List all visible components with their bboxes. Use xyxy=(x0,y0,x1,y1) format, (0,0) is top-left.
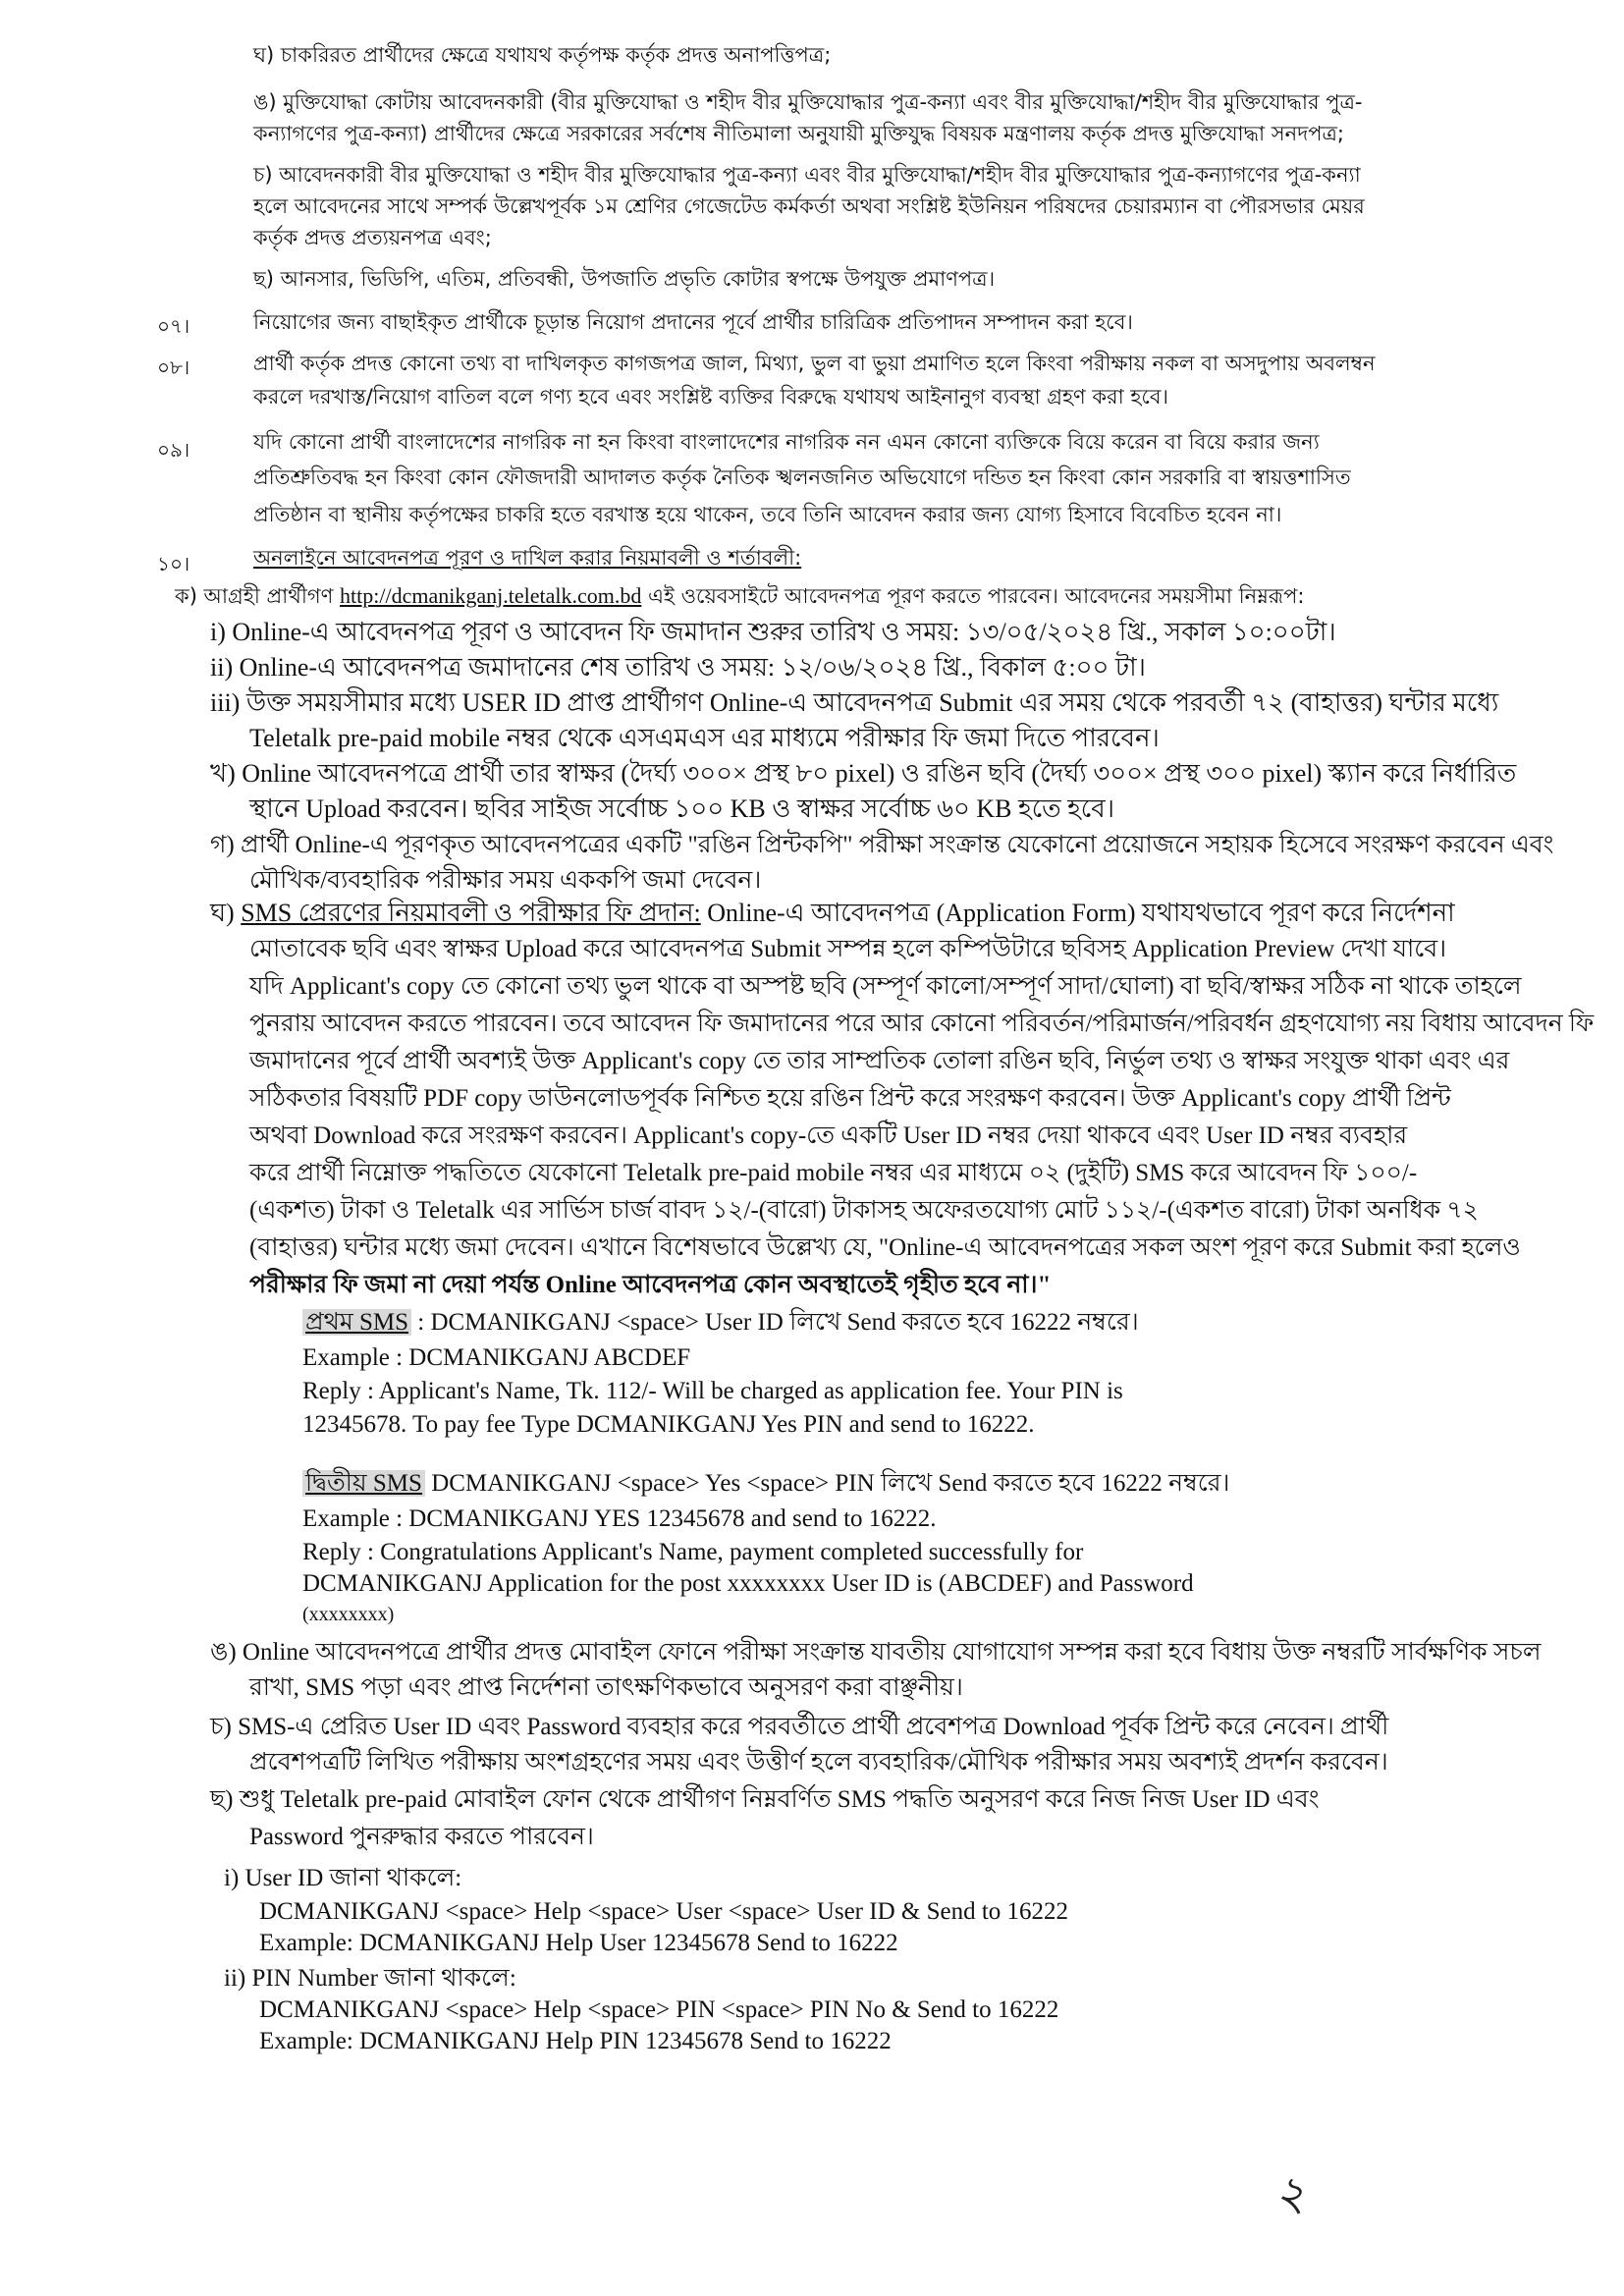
recovery-pin-example: Example: DCMANIKGANJ Help PIN 12345678 Send to 16222 xyxy=(259,2028,892,2054)
sms2-example: Example : DCMANIKGANJ YES 12345678 and send to 16222. xyxy=(302,1505,937,1532)
item-kha-l2: স্থানে Upload করবেন। ছবির সাইজ সর্বোচ্চ ১০০ KB ও স্বাক্ষর সর্বোচ্চ ৬০ KB হতে হবে। xyxy=(249,794,1115,823)
item-gha-l9: (একশত) টাকা ও Teletalk এর সার্ভিস চার্জ বাবদ ১২/-(বারো) টাকাসহ অফেরতযোগ্য মোট ১১২/-(একশত বারো) টাকা অনধিক ৭২ xyxy=(249,1197,1479,1224)
recovery-userid-format: DCMANIKGANJ <space> Help <space> User <space> User ID & Send to 16222 xyxy=(259,1898,1069,1925)
item-gha-l8: করে প্রার্থী নিম্নোক্ত পদ্ধতিতে যেকোনো Teletalk pre-paid mobile নম্বর এর মাধ্যমে ০২ (দুইটি) SMS করে আবেদন ফি ১০০/- xyxy=(249,1160,1418,1186)
sms1-example: Example : DCMANIKGANJ ABCDEF xyxy=(302,1344,691,1371)
sms1-label: প্রথম SMS xyxy=(302,1309,411,1336)
item-gha-l4: পুনরায় আবেদন করতে পারবেন। তবে আবেদন ফি জমাদানের পরে আর কোনো পরিবর্তন/পরিমার্জন/পরিবর্ধন গ্রহণযোগ্য নয় বিধায় আবেদন ফি xyxy=(249,1011,1595,1037)
item-uma-ff-quota-l1: ঙ) মুক্তিযোদ্ধা কোটায় আবেদনকারী (বীর মুক্তিযোদ্ধা ও শহীদ বীর মুক্তিযোদ্ধার পুত্র-কন্যা এবং বীর মুক্তিযোদ্ধা/শহীদ বীর মুক্তিযোদ্ধার পুত্র- xyxy=(253,90,1363,114)
item-kha-l1: খ) Online আবেদনপত্রে প্রার্থী তার স্বাক্ষর (দৈর্ঘ্য ৩০০× প্রস্থ ৮০ pixel) ও রঙিন ছবি (দৈর্ঘ্য ৩০০× প্রস্থ ৩০০ pixel) স্ক্যান করে নির্ধারিত xyxy=(210,759,1517,788)
sms2-label: দ্বিতীয় SMS xyxy=(302,1470,425,1497)
item-gha-l3: যদি Applicant's copy তে কোনো তথ্য ভুল থাকে বা অস্পষ্ট ছবি (সম্পূর্ণ কালো/সম্পূর্ণ সাদা/ঘোলা) বা ছবি/স্বাক্ষর সঠিক না থাকে তাহলে xyxy=(249,973,1522,1000)
item-uma-l2: রাখা, SMS পড়া এবং প্রাপ্ত নির্দেশনা তাৎক্ষণিকভাবে অনুসরণ করা বাঞ্ছনীয়। xyxy=(249,1674,963,1701)
item-gha-noc: ঘ) চাকরিরত প্রার্থীদের ক্ষেত্রে যথাযথ কর্তৃপক্ষ কর্তৃক প্রদত্ত অনাপত্তিপত্র; xyxy=(253,43,832,67)
recovery-userid-example: Example: DCMANIKGANJ Help User 12345678 Send to 16222 xyxy=(259,1930,898,1956)
item-ka-prefix: ক) আগ্রহী প্রার্থীগণ xyxy=(175,584,334,608)
section-10-heading: অনলাইনে আবেদনপত্র পূরণ ও দাখিল করার নিয়মাবলী ও শর্তাবলী: xyxy=(253,546,802,570)
item-ka-rest: এই ওয়েবসাইটে আবেদনপত্র পূরণ করতে পারবেন। আবেদনের সময়সীমা নিম্নরূপ: xyxy=(648,584,1305,608)
recovery-pin-format: DCMANIKGANJ <space> Help <space> PIN <space> PIN No & Send to 16222 xyxy=(259,1996,1059,2023)
item-cha-cert-l1: চ) আবেদনকারী বীর মুক্তিযোদ্ধা ও শহীদ বীর মুক্তিযোদ্ধার পুত্র-কন্যা এবং বীর মুক্তিযোদ্ধা/শহীদ বীর মুক্তিযোদ্ধার পুত্র-কন্যাগণের পুত্র-কন্যা xyxy=(253,163,1361,187)
item-chha-l1: ছ) শুধু Teletalk pre-paid মোবাইল ফোন থেকে প্রার্থীগণ নিম্নবর্ণিত SMS পদ্ধতি অনুসরণ করে নিজ নিজ User ID এবং xyxy=(210,1786,1320,1813)
item-gha-text-1: Online-এ আবেদনপত্র (Application Form) যথাযথভাবে পূরণ করে নির্দেশনা xyxy=(700,899,1455,927)
website-link[interactable]: http://dcmanikganj.teletalk.com.bd xyxy=(340,583,642,608)
recovery-userid-heading: i) User ID জানা থাকলে: xyxy=(224,1865,462,1891)
section-08-line-1: প্রার্থী কর্তৃক প্রদত্ত কোনো তথ্য বা দাখিলকৃত কাগজপত্র জাল, মিথ্যা, ভুল বা ভুয়া প্রমাণিত হলে কিংবা পরীক্ষায় নকল বা অসদুপায় অবলম্বন xyxy=(253,352,1376,375)
item-ka xyxy=(175,583,1304,609)
item-gha-l6: সঠিকতার বিষয়টি PDF copy ডাউনলোডপূর্বক নিশ্চিত হয়ে রঙিন প্রিন্ট করে সংরক্ষণ করবেন। উক্ত Applicant's copy প্রার্থী প্রিন্ট xyxy=(249,1085,1451,1112)
page-number-mark: ২ xyxy=(1274,2166,1306,2221)
sms2-instruction xyxy=(302,1469,1229,1499)
item-cha-l2: প্রবেশপত্রটি লিখিত পরীক্ষায় অংশগ্রহণের সময় এবং উত্তীর্ণ হলে ব্যবহারিক/মৌখিক পরীক্ষার সময় অবশ্যই প্রদর্শন করবেন। xyxy=(249,1749,1388,1776)
section-09-line-1: যদি কোনো প্রার্থী বাংলাদেশের নাগরিক না হন কিংবা বাংলাদেশের নাগরিক নন এমন কোনো ব্যক্তিকে বিয়ে করেন বা বিয়ে করার জন্য xyxy=(253,430,1320,454)
section-number-07: ০৭। xyxy=(157,314,190,338)
section-09-line-2: প্রতিশ্রুতিবদ্ধ হন কিংবা কোন ফৌজদারী আদালত কর্তৃক নৈতিক স্খলনজনিত অভিযোগে দন্ডিত হন কিংবা কোন সরকারি বা স্বায়ত্তশাসিত xyxy=(253,465,1351,489)
item-chha-l2: Password পুনরুদ্ধার করতে পারবেন। xyxy=(249,1824,594,1850)
timeline-fee-l2: Teletalk pre-paid mobile নম্বর থেকে এসএমএস এর মাধ্যমে পরীক্ষার ফি জমা দিতে পারবেন। xyxy=(249,724,1160,752)
timeline-start: i) Online-এ আবেদনপত্র পূরণ ও আবেদন ফি জমাদান শুরুর তারিখ ও সময়: ১৩/০৫/২০২৪ খ্রি., সকাল ১০:০০টা। xyxy=(210,618,1336,646)
item-ga-l2: মৌখিক/ব্যবহারিক পরীক্ষার সময় এককপি জমা দেবেন। xyxy=(249,867,762,894)
recovery-pin-heading: ii) PIN Number জানা থাকলে: xyxy=(224,1965,516,1992)
sms2-reply-l2: DCMANIKGANJ Application for the post xxxxxxxx User ID is (ABCDEF) and Password xyxy=(302,1570,1194,1597)
item-gha-l2: মোতাবেক ছবি এবং স্বাক্ষর Upload করে আবেদনপত্র Submit সম্পন্ন হলে কম্পিউটারে ছবিসহ Application Preview দেখা যাবে। xyxy=(249,936,1447,962)
section-09-line-3: প্রতিষ্ঠান বা স্থানীয় কর্তৃপক্ষের চাকরি হতে বরখাস্ত হয়ে থাকেন, তবে তিনি আবেদন করার জন্য যোগ্য হিসাবে বিবেচিত হবেন না। xyxy=(253,503,1282,526)
item-gha-l5: জমাদানের পূর্বে প্রার্থী অবশ্যই উক্ত Applicant's copy তে তার সাম্প্রতিক তোলা রঙিন ছবি, নির্ভুল তথ্য ও স্বাক্ষর সংযুক্ত থাকা এবং এর xyxy=(249,1048,1510,1074)
item-ga-l1: গ) প্রার্থী Online-এ পূরণকৃত আবেদনপত্রের একটি "রঙিন প্রিন্টকপি" পরীক্ষা সংক্রান্ত যেকোনো প্রয়োজনে সহায়ক হিসেবে সংরক্ষণ করবেন এবং xyxy=(210,832,1554,858)
timeline-fee-l1: iii) উক্ত সময়সীমার মধ্যে USER ID প্রাপ্ত প্রার্থীগণ Online-এ আবেদনপত্র Submit এর সময় থেকে পরবর্তী ৭২ (বাহাত্তর) ঘন্টার মধ্যে xyxy=(210,688,1499,717)
section-number-08: ০৮। xyxy=(157,355,190,379)
sms1-instruction xyxy=(302,1308,1139,1338)
item-uma-l1: ঙ) Online আবেদনপত্রে প্রার্থীর প্রদত্ত মোবাইল ফোনে পরীক্ষা সংক্রান্ত যাবতীয় যোগাযোগ সম্পন্ন করা হবে বিধায় উক্ত নম্বরটি সার্বক্ষণিক সচল xyxy=(210,1639,1542,1666)
sms-section-heading: SMS প্রেরণের নিয়মাবলী ও পরীক্ষার ফি প্রদান: xyxy=(241,899,701,927)
sms1-reply-l2: 12345678. To pay fee Type DCMANIKGANJ Yes PIN and send to 16222. xyxy=(302,1411,1035,1438)
section-number-09: ০৯। xyxy=(157,438,190,462)
item-chha-quota-proof: ছ) আনসার, ভিডিপি, এতিম, প্রতিবন্ধী, উপজাতি প্রভৃতি কোটার স্বপক্ষে উপযুক্ত প্রমাণপত্র। xyxy=(253,267,996,291)
item-cha-cert-l2: হলে আবেদনের সাথে সম্পর্ক উল্লেখপূর্বক ১ম শ্রেণির গেজেটেড কর্মকর্তা অথবা সংশ্লিষ্ট ইউনিয়ন পরিষদের চেয়ারম্যান বা পৌরসভার মেয়র xyxy=(253,194,1365,218)
section-number-10: ১০। xyxy=(157,552,190,575)
item-gha-l7: অথবা Download করে সংরক্ষণ করবেন। Applicant's copy-তে একটি User ID নম্বর দেয়া থাকবে এবং User ID নম্বর ব্যবহার xyxy=(249,1122,1408,1149)
section-07-text: নিয়োগের জন্য বাছাইকৃত প্রার্থীকে চূড়ান্ত নিয়োগ প্রদানের পূর্বে প্রার্থীর চারিত্রিক প্রতিপাদন সম্পাদন করা হবে। xyxy=(253,310,1133,334)
sms1-reply-l1: Reply : Applicant's Name, Tk. 112/- Will be charged as application fee. Your PIN is xyxy=(302,1378,1123,1404)
sms2-line: DCMANIKGANJ <space> Yes <space> PIN লিখে Send করতে হবে 16222 নম্বরে। xyxy=(424,1470,1230,1497)
item-cha-cert-l3: কর্তৃক প্রদত্ত প্রত্যয়নপত্র এবং; xyxy=(253,226,492,249)
timeline-end: ii) Online-এ আবেদনপত্র জমাদানের শেষ তারিখ ও সময়: ১২/০৬/২০২৪ খ্রি., বিকাল ৫:০০ টা। xyxy=(210,653,1146,682)
item-uma-ff-quota-l2: কন্যাগণের পুত্র-কন্যা) প্রার্থীদের ক্ষেত্রে সরকারের সর্বশেষ নীতিমালা অনুযায়ী মুক্তিযুদ্ধ বিষয়ক মন্ত্রণালয় কর্তৃক প্রদত্ত মুক্তিযোদ্ধা সনদপত্র; xyxy=(253,122,1345,145)
sms2-reply-l3: (xxxxxxxx) xyxy=(302,1604,395,1625)
item-gha-l10: (বাহাত্তর) ঘন্টার মধ্যে জমা দেবেন। এখানে বিশেষভাবে উল্লেখ্য যে, "Online-এ আবেদনপত্রের সকল অংশ পূরণ করে Submit করা হলেও xyxy=(249,1234,1521,1261)
item-gha-l11: পরীক্ষার ফি জমা না দেয়া পর্যন্ত Online আবেদনপত্র কোন অবস্থাতেই গৃহীত হবে না।" xyxy=(249,1272,1052,1298)
item-gha-l1 xyxy=(210,898,1455,928)
section-08-line-2: করলে দরখাস্ত/নিয়োগ বাতিল বলে গণ্য হবে এবং সংশ্লিষ্ট ব্যক্তির বিরুদ্ধে যথাযথ আইনানুগ ব্যবস্থা গ্রহণ করা হবে। xyxy=(253,385,1169,409)
sms2-reply-l1: Reply : Congratulations Applicant's Name, payment completed successfully for xyxy=(302,1539,1084,1565)
item-gha-prefix: ঘ) xyxy=(210,899,242,927)
item-cha-l1: চ) SMS-এ প্রেরিত User ID এবং Password ব্যবহার করে পরবর্তীতে প্রার্থী প্রবেশপত্র Download পূর্বক প্রিন্ট করে নেবেন। প্রার্থী xyxy=(210,1714,1389,1740)
sms1-line: : DCMANIKGANJ <space> User ID লিখে Send করতে হবে 16222 নম্বরে। xyxy=(411,1309,1139,1336)
